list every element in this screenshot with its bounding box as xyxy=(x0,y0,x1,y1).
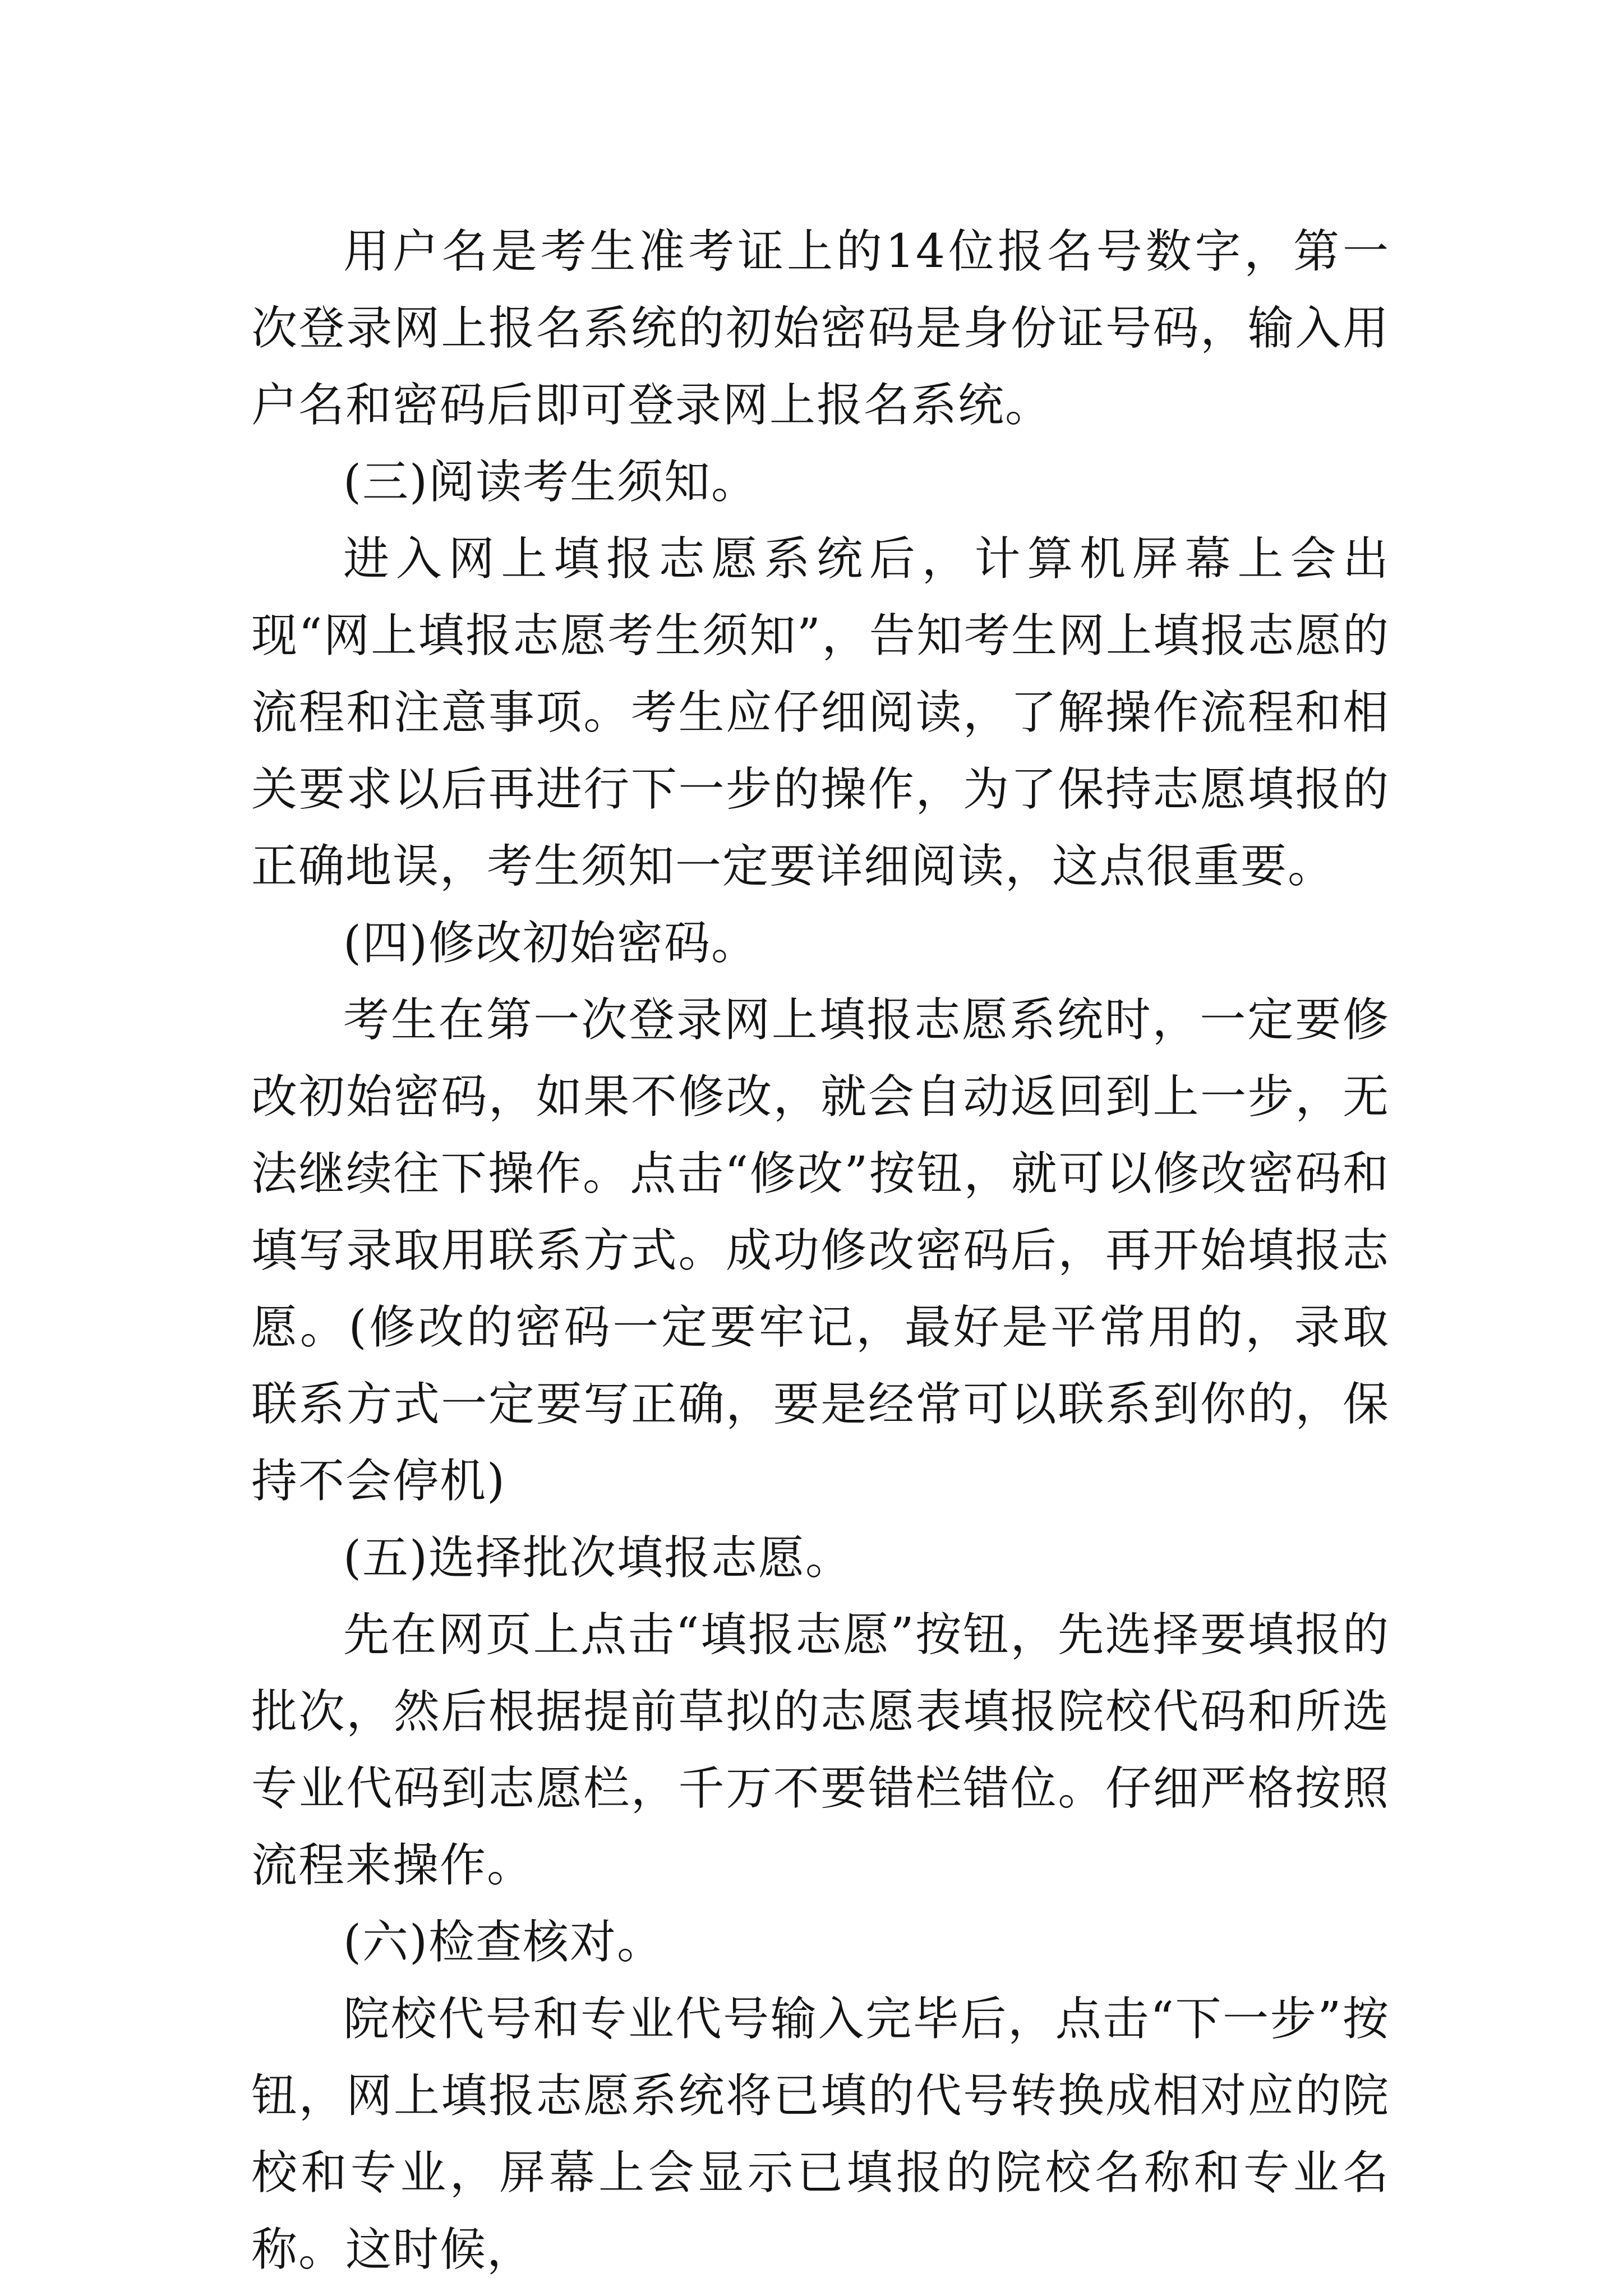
paragraph-read-notice: 进入网上填报志愿系统后，计算机屏幕上会出现“网上填报志愿考生须知”，告知考生网上填报志愿的流程和注意事项。考生应仔细阅读，了解操作流程和相关要求以后再进行下一步的操作，为了保持志愿填报的正确地误，考生须知一定要详细阅读，这点很重要。 xyxy=(251,532,1390,893)
document-body xyxy=(251,213,1390,2288)
paragraph-change-password: 考生在第一次登录网上填报志愿系统时，一定要修改初始密码，如果不修改，就会自动返回到上一步，无法继续往下操作。点击“修改”按钮，就可以修改密码和填写录取用联系方式。成功修改密码后，再开始填报志愿。(修改的密码一定要牢记，最好是平常用的，录取联系方式一定要写正确，要是经常可以联系到你的，保持不会停机) xyxy=(251,993,1390,1508)
paragraph-select-batch: 先在网页上点击“填报志愿”按钮，先选择要填报的批次，然后根据提前草拟的志愿表填报院校代码和所选专业代码到志愿栏，千万不要错栏错位。仔细严格按照流程来操作。 xyxy=(251,1608,1390,1892)
section-heading-change-password: (四)修改初始密码。 xyxy=(343,917,758,970)
paragraph-login-credentials: 用户名是考生准考证上的14位报名号数字，第一次登录网上报名系统的初始密码是身份证号码，输入用户名和密码后即可登录网上报名系统。 xyxy=(251,225,1390,432)
section-heading-check-verify: (六)检查核对。 xyxy=(343,1916,664,1969)
paragraph-check-verify: 院校代号和专业代号输入完毕后，点击“下一步”按钮，网上填报志愿系统将已填的代号转换成相对应的院校和专业，屏幕上会显示已填报的院校名称和专业名称。这时候， xyxy=(251,1993,1390,2276)
section-heading-select-batch: (五)选择批次填报志愿。 xyxy=(343,1531,852,1585)
section-heading-read-notice: (三)阅读考生须知。 xyxy=(343,455,758,509)
